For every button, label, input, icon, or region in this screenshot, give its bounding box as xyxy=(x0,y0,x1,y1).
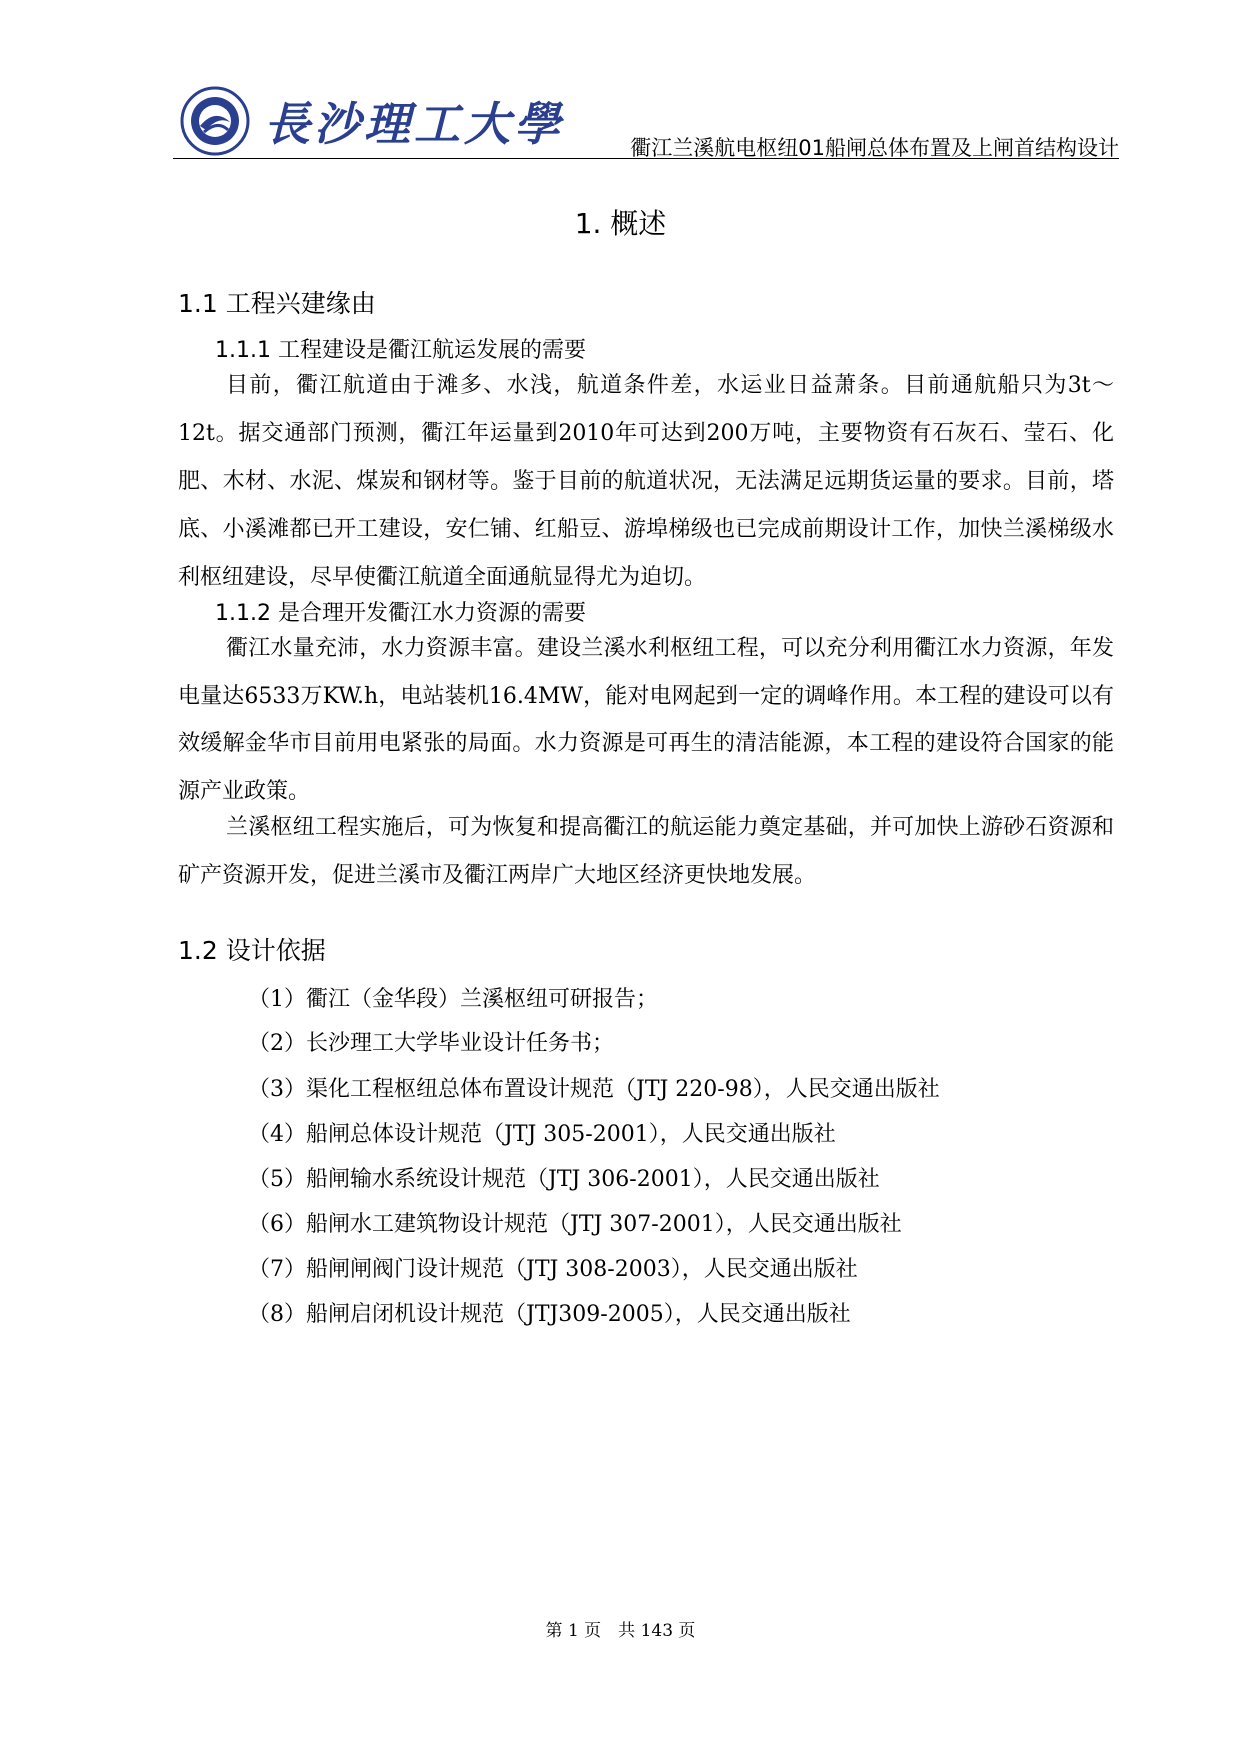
header-divider xyxy=(173,158,1119,159)
chapter-title: 1. 概述 xyxy=(574,207,667,240)
reference-item: （7）船闸闸阀门设计规范（JTJ 308-2003），人民交通出版社 xyxy=(248,1257,858,1282)
reference-item: （2）长沙理工大学毕业设计任务书； xyxy=(248,1031,614,1056)
subsection-title-1-1-2: 1.1.2 是合理开发衢江水力资源的需要 xyxy=(215,601,586,626)
paragraph-1-1-2-b: 兰溪枢纽工程实施后，可为恢复和提高衢江的航运能力奠定基础，并可加快上游砂石资源和矿产资源开发，促进兰溪市及衢江两岸广大地区经济更快地发展。 xyxy=(178,815,1114,888)
reference-item: （4）船闸总体设计规范（JTJ 305-2001），人民交通出版社 xyxy=(248,1122,836,1147)
reference-item: （5）船闸输水系统设计规范（JTJ 306-2001），人民交通出版社 xyxy=(248,1167,880,1192)
university-logo xyxy=(180,86,564,156)
section-title-1-1: 1.1 工程兴建缘由 xyxy=(178,289,376,318)
reference-item: （6）船闸水工建筑物设计规范（JTJ 307-2001），人民交通出版社 xyxy=(248,1212,902,1237)
page-number-footer: 第 1 页 共 143 页 xyxy=(545,1621,696,1641)
university-seal-icon xyxy=(180,86,250,156)
section-title-1-2: 1.2 设计依据 xyxy=(178,936,326,965)
reference-item: （1）衢江（金华段）兰溪枢纽可研报告； xyxy=(248,987,658,1012)
paragraph-1-1-2-a: 衢江水量充沛，水力资源丰富。建设兰溪水利枢纽工程，可以充分利用衢江水力资源，年发电量达6533万KW.h，电站装机16.4MW，能对电网起到一定的调峰作用。本工程的建设可以有效缓解金华市目前用电紧张的局面。水力资源是可再生的清洁能源，本工程的建设符合国家的能源产业政策。 xyxy=(178,636,1114,804)
subsection-title-1-1-1: 1.1.1 工程建设是衢江航运发展的需要 xyxy=(215,338,586,363)
paragraph-1-1-1: 目前，衢江航道由于滩多、水浅，航道条件差，水运业日益萧条。目前通航船只为3t～12t。据交通部门预测，衢江年运量到2010年可达到200万吨，主要物资有石灰石、莹石、化肥、木材、水泥、煤炭和钢材等。鉴于目前的航道状况，无法满足远期货运量的要求。目前，塔底、小溪滩都已开工建设，安仁铺、红船豆、游埠梯级也已完成前期设计工作，加快兰溪梯级水利枢纽建设，尽早使衢江航道全面通航显得尤为迫切。 xyxy=(178,373,1114,590)
reference-item: （8）船闸启闭机设计规范（JTJ309-2005），人民交通出版社 xyxy=(248,1302,851,1327)
university-logo-text: 長沙理工大學 xyxy=(264,97,564,151)
reference-item: （3）渠化工程枢纽总体布置设计规范（JTJ 220-98），人民交通出版社 xyxy=(248,1077,940,1102)
document-header-title: 衢江兰溪航电枢纽01船闸总体布置及上闸首结构设计 xyxy=(630,136,1119,160)
